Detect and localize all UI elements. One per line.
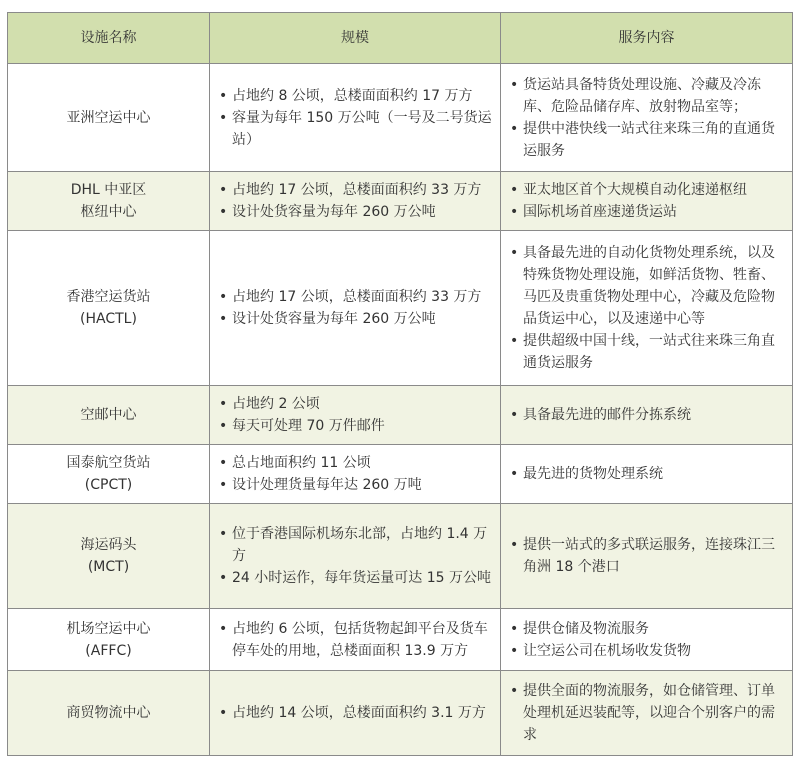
facility-name-line: 国泰航空货站 [66, 455, 151, 471]
list-item: • 占地约 6 公顷，包括货物起卸平台及货车停车处的用地，总楼面面积 13.9 万方 [218, 618, 492, 662]
scale-list [218, 452, 492, 496]
scale-list [218, 523, 492, 589]
facility-name-line: (CPCT) [84, 477, 133, 493]
scale-list [218, 179, 492, 223]
header-facility-name: 设施名称 [8, 13, 210, 64]
services-cell [501, 231, 793, 386]
list-item: • 占地约 17 公顷，总楼面面积约 33 万方 [218, 179, 492, 201]
services-cell [501, 609, 793, 671]
scale-list [218, 85, 492, 151]
services-cell [501, 386, 793, 445]
list-item: • 设计处理货量每年达 260 万吨 [218, 474, 492, 496]
table-row [8, 504, 793, 609]
services-cell [501, 172, 793, 231]
table-row [8, 172, 793, 231]
list-item: • 提供超级中国十线，一站式往来珠三角直通货运服务 [509, 330, 784, 374]
services-cell [501, 671, 793, 756]
list-item: • 亚太地区首个大规模自动化速递枢纽 [509, 179, 784, 201]
services-list [509, 242, 784, 374]
table-row [8, 64, 793, 172]
facility-name [8, 64, 210, 172]
list-item: • 具备最先进的邮件分拣系统 [509, 404, 784, 426]
facilities-table [7, 12, 793, 756]
scale-cell [210, 386, 501, 445]
facility-name-line: (MCT) [87, 559, 130, 575]
services-list [509, 463, 784, 485]
facility-name-line: DHL 中亚区 [70, 182, 147, 198]
facility-name [8, 172, 210, 231]
scale-cell [210, 445, 501, 504]
list-item: • 具备最先进的自动化货物处理系统，以及特殊货物处理设施，如鲜活货物、牲畜、马匹及贵重货物处理中心，冷藏及危险物品货运中心，以及速递中心等 [509, 242, 784, 330]
scale-list [218, 618, 492, 662]
scale-cell [210, 64, 501, 172]
list-item: • 位于香港国际机场东北部，占地约 1.4 万方 [218, 523, 492, 567]
scale-cell [210, 609, 501, 671]
scale-cell [210, 671, 501, 756]
facility-name-line: 亚洲空运中心 [66, 109, 151, 126]
header-services: 服务内容 [501, 13, 793, 64]
list-item: • 国际机场首座速递货运站 [509, 201, 784, 223]
services-list [509, 74, 784, 162]
list-item: • 设计处货容量为每年 260 万公吨 [218, 308, 492, 330]
facility-name-line: 枢纽中心 [80, 204, 137, 220]
services-list [509, 680, 784, 746]
table-row [8, 671, 793, 756]
table-row [8, 445, 793, 504]
facility-name-line: 香港空运货站 [66, 289, 151, 305]
facility-name-line: 商贸物流中心 [66, 705, 151, 721]
scale-list [218, 393, 492, 437]
facility-name [8, 231, 210, 386]
list-item: • 设计处货容量为每年 260 万公吨 [218, 201, 492, 223]
services-list [509, 179, 784, 223]
list-item: • 容量为每年 150 万公吨（一号及二号货运站） [218, 107, 492, 151]
facility-name [8, 445, 210, 504]
list-item: • 占地约 17 公顷，总楼面面积约 33 万方 [218, 286, 492, 308]
scale-cell [210, 172, 501, 231]
list-item: • 提供全面的物流服务，如仓储管理、订单处理机延迟装配等，以迎合个别客户的需求 [509, 680, 784, 746]
list-item: • 提供仓储及物流服务 [509, 618, 784, 640]
list-item: • 每天可处理 70 万件邮件 [218, 415, 492, 437]
services-cell [501, 445, 793, 504]
services-cell [501, 504, 793, 609]
list-item: • 总占地面积约 11 公顷 [218, 452, 492, 474]
facility-name [8, 609, 210, 671]
scale-cell [210, 231, 501, 386]
list-item: • 提供中港快线一站式往来珠三角的直通货运服务 [509, 118, 784, 162]
services-list [509, 404, 784, 426]
list-item: • 货运站具备特货处理设施、冷藏及冷冻库、危险品储存库、放射物品室等； [509, 74, 784, 118]
facility-name [8, 671, 210, 756]
list-item: • 占地约 14 公顷，总楼面面积约 3.1 万方 [218, 702, 492, 724]
services-list [509, 618, 784, 662]
scale-list [218, 286, 492, 330]
scale-cell [210, 504, 501, 609]
list-item: • 占地约 2 公顷 [218, 393, 492, 415]
list-item: • 占地约 8 公顷，总楼面面积约 17 万方 [218, 85, 492, 107]
facility-name-line: (AFFC) [85, 642, 132, 659]
services-list [509, 534, 784, 578]
list-item: • 24 小时运作，每年货运量可达 15 万公吨 [218, 567, 492, 589]
services-cell [501, 64, 793, 172]
facility-name [8, 504, 210, 609]
list-item: • 提供一站式的多式联运服务，连接珠江三角洲 18 个港口 [509, 534, 784, 578]
facility-name-line: 海运码头 [80, 537, 137, 553]
table-row [8, 231, 793, 386]
table-row [8, 609, 793, 671]
list-item: • 最先进的货物处理系统 [509, 463, 784, 485]
list-item: • 让空运公司在机场收发货物 [509, 640, 784, 662]
facility-name-line: 机场空运中心 [66, 620, 151, 637]
header-scale: 规模 [210, 13, 501, 64]
facility-name [8, 386, 210, 445]
table-row [8, 386, 793, 445]
facility-name-line: (HACTL) [80, 311, 137, 327]
scale-list [218, 702, 492, 724]
table-header-row [8, 13, 793, 64]
facility-name-line: 空邮中心 [80, 407, 137, 423]
